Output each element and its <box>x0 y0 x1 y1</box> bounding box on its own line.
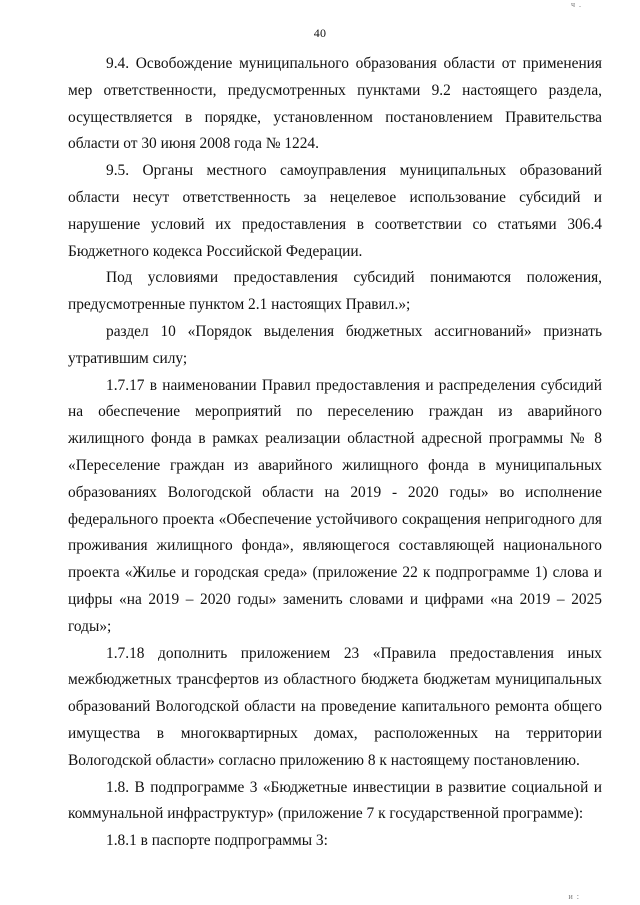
paragraph-1-8: 1.8. В подпрограмме 3 «Бюджетные инвестиции в развитие социальной и коммунальной инфраструктур» (приложение 7 к государственной программе): <box>68 778 602 823</box>
document-body <box>68 51 602 855</box>
paragraph-1-7-17: 1.7.17 в наименовании Правил предоставления и распределения субсидий на обеспечение мероприятий по переселению граждан из аварийного жилищного фонда в рамках реализации областной адресной программы № 8 «Переселение граждан из аварийного жилищного фонда в муниципальных образованиях Вологодской области на 2019 - 2020 годы» во исполнение федерального проекта «Обеспечение устойчивого сокращения непригодного для проживания жилищного фонда», являющегося составляющей национального проекта «Жилье и городская среда» (приложение 22 к подпрограмме 1) слова и цифры «на 2019 – 2020 годы» заменить словами и цифрами «на 2019 – 2025 годы»; <box>68 376 602 635</box>
paragraph-section-10: раздел 10 «Порядок выделения бюджетных ассигнований» признать утратившим силу; <box>68 322 602 367</box>
paragraph-9-5: 9.5. Органы местного самоуправления муниципальных образований области несут ответственность за нецелевое использование субсидий и нарушение условий их предоставления в соответствии со статьями 306.4 Бюджетного кодекса Российской Федерации. <box>68 162 602 260</box>
paragraph-subsidy-conditions: Под условиями предоставления субсидий понимаются положения, предусмотренные пунктом 2.1 настоящих Правил.»; <box>68 269 602 314</box>
paragraph-9-4: 9.4. Освобождение муниципального образования области от применения мер ответственности, предусмотренных пунктами 9.2 настоящего раздела, осуществляется в порядке, установленном постановлением Правительства области от 30 июня 2008 года № 1224. <box>68 55 602 153</box>
scan-corner-mark: ч . <box>570 0 582 9</box>
paragraph-1-7-18: 1.7.18 дополнить приложением 23 «Правила предоставления иных межбюджетных трансфертов из областного бюджета бюджетам муниципальных образований Вологодской области на проведение капитального ремонта общего имущества в многоквартирных домах, расположенных на территории Вологодской области» согласно приложению 8 к настоящему постановлению. <box>68 644 602 769</box>
page-number: 40 <box>313 26 327 40</box>
paragraph-1-8-1: 1.8.1 в паспорте подпрограммы 3: <box>106 832 328 850</box>
scan-corner-mark: и : <box>568 892 580 901</box>
